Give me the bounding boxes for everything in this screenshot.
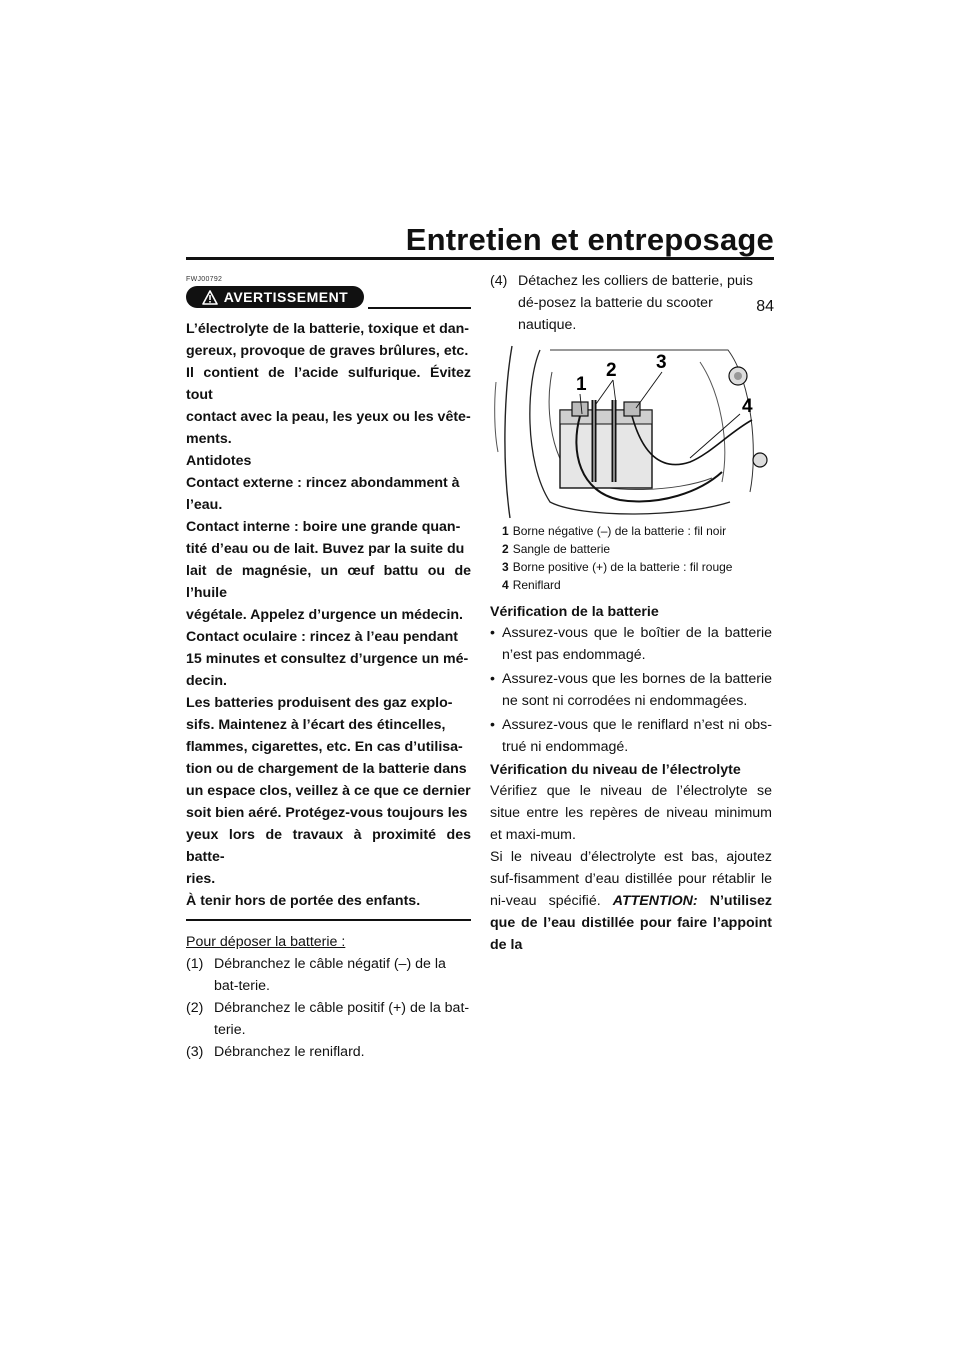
- paragraph-text: Si le niveau d’électrolyte est bas, ajoutez suf-fisamment d’eau distillée pour rétablir le ni-veau spécifié.: [490, 849, 772, 909]
- warning-bottom-rule: [186, 919, 471, 921]
- warning-badge-label: AVERTISSEMENT: [223, 289, 349, 305]
- figure-caption: [490, 558, 772, 576]
- warning-header: [186, 286, 471, 310]
- left-column: [186, 270, 471, 1063]
- warning-line: un espace clos, veillez à ce que ce dernier: [186, 783, 471, 799]
- warning-line: Il contient de l’acide sulfurique. Évitez tout: [186, 365, 471, 403]
- warning-line: l’eau.: [186, 497, 223, 513]
- warning-line: À tenir hors de portée des enfants.: [186, 893, 421, 909]
- electrolyte-paragraph-1: Vérifiez que le niveau de l’électrolyte se situe entre les repères de niveau minimum et maxi-mum.: [490, 783, 772, 843]
- electrolyte-paragraph-2: [490, 846, 772, 956]
- figure-caption: [490, 576, 772, 594]
- warning-line: tité d’eau ou de lait. Buvez par la suite du: [186, 541, 465, 557]
- warning-line: sifs. Maintenez à l’écart des étincelles,: [186, 717, 446, 733]
- warning-line: lait de magnésie, un œuf battu ou de l’huile: [186, 563, 471, 601]
- warning-line: flammes, cigarettes, etc. En cas d’utilisa-: [186, 739, 463, 755]
- step-number: (3): [186, 1043, 204, 1060]
- warning-line: soit bien aéré. Protégez-vous toujours les: [186, 805, 468, 821]
- figure-label-3: 3: [656, 352, 667, 373]
- warning-badge: [186, 286, 364, 308]
- bullet-text: Assurez-vous que le boîtier de la batterie n’est pas endommagé.: [502, 625, 772, 663]
- warning-line: L’électrolyte de la batterie, toxique et dan-: [186, 321, 470, 337]
- warning-line: végétale. Appelez d’urgence un médecin.: [186, 607, 463, 623]
- warning-line: ries.: [186, 871, 216, 887]
- caption-text: Reniflard: [512, 578, 561, 592]
- warning-line: Contact oculaire : rincez à l’eau pendant: [186, 629, 458, 645]
- step-text: Débranchez le reniflard.: [214, 1043, 365, 1060]
- step-number: (2): [186, 999, 204, 1016]
- bullet-dot-icon: •: [490, 671, 495, 687]
- warning-line: Les batteries produisent des gaz explo-: [186, 695, 453, 711]
- battery-check-heading: Vérification de la batterie: [490, 604, 659, 620]
- figure-label-1: 1: [576, 374, 587, 395]
- attention-text: N’utilisez que de l’eau distillée pour faire l’appoint de la: [490, 893, 772, 953]
- warning-header-rule: [368, 307, 471, 309]
- figure-label-2: 2: [606, 360, 617, 381]
- step-text: Détachez les colliers de batterie, puis dé-posez la batterie du scooter nautique.: [518, 273, 754, 333]
- warning-line: ments.: [186, 431, 232, 447]
- warning-line: tion ou de chargement de la batterie dans: [186, 761, 467, 777]
- step-number: (1): [186, 955, 204, 972]
- battery-illustration: [490, 342, 772, 520]
- caption-number: 2: [502, 542, 509, 556]
- warning-code: FWJ00792: [186, 276, 223, 283]
- removal-heading: Pour déposer la batterie :: [186, 933, 346, 950]
- bullet-text: Assurez-vous que le reniflard n’est ni obs-trué ni endommagé.: [502, 717, 772, 755]
- caption-text: Sangle de batterie: [512, 542, 611, 556]
- warning-line: Contact interne : boire une grande quan-: [186, 519, 461, 535]
- page-number: 84: [756, 298, 774, 315]
- warning-body: [186, 318, 471, 912]
- step-text: Débranchez le câble positif (+) de la bat-terie.: [214, 999, 470, 1038]
- removal-step: [186, 1041, 471, 1063]
- battery-figure: [490, 342, 772, 520]
- bullet-text: Assurez-vous que les bornes de la batterie ne sont ni corrodées ni endommagées.: [502, 671, 772, 709]
- figure-label-4: 4: [742, 396, 753, 417]
- figure-captions: [490, 522, 772, 594]
- caption-number: 4: [502, 578, 509, 592]
- warning-line: gereux, provoque de graves brûlures, etc.: [186, 343, 469, 359]
- electrolyte-level-heading: Vérification du niveau de l’électrolyte: [490, 762, 741, 778]
- removal-step: [186, 953, 471, 997]
- attention-label: ATTENTION:: [612, 893, 698, 909]
- title-rule: [186, 257, 774, 260]
- check-bullet: [490, 714, 772, 758]
- warning-line: yeux lors de travaux à proximité des batte-: [186, 827, 471, 865]
- warning-line: decin.: [186, 673, 227, 689]
- figure-caption: [490, 522, 772, 540]
- removal-step: [490, 270, 772, 336]
- figure-caption: [490, 540, 772, 558]
- check-bullet: [490, 668, 772, 712]
- caption-number: 3: [502, 560, 509, 574]
- warning-line: contact avec la peau, les yeux ou les vête-: [186, 409, 471, 425]
- bullet-dot-icon: •: [490, 625, 495, 641]
- step-text: Débranchez le câble négatif (–) de la bat-terie.: [214, 955, 446, 994]
- removal-step: [186, 997, 471, 1041]
- page-title: Entretien et entreposage: [405, 222, 774, 257]
- caption-number: 1: [502, 524, 509, 538]
- bullet-dot-icon: •: [490, 717, 495, 733]
- warning-line: 15 minutes et consultez d’urgence un mé-: [186, 651, 469, 667]
- check-bullet: [490, 622, 772, 666]
- caption-text: Borne négative (–) de la batterie : fil noir: [512, 524, 727, 538]
- step-number: (4): [490, 273, 508, 289]
- caption-text: Borne positive (+) de la batterie : fil rouge: [512, 560, 733, 574]
- warning-triangle-icon: [202, 290, 218, 305]
- warning-line: Contact externe : rincez abondamment à: [186, 475, 460, 491]
- warning-line: Antidotes: [186, 453, 252, 469]
- right-column: [490, 270, 772, 956]
